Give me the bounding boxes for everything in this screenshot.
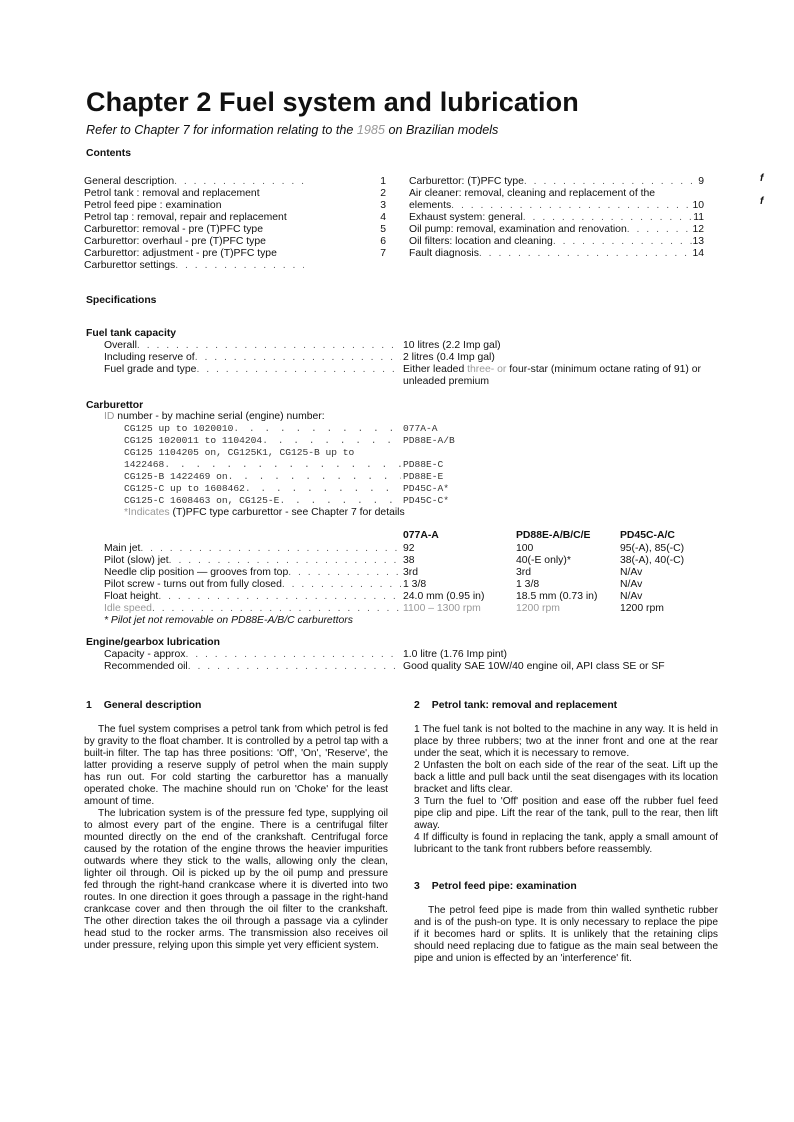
spec-label: Fuel grade and type	[104, 364, 197, 375]
spec-label: Including reserve of	[104, 352, 195, 363]
toc-num: 4	[380, 212, 386, 223]
column-header: 077A-A	[403, 530, 439, 541]
subtitle-year: 1985	[356, 123, 385, 137]
serial-row: CG125-B 1422469 on . . .	[124, 471, 401, 483]
toc-item[interactable]	[409, 188, 704, 200]
table-cell: 95(-A), 85(-C)	[620, 543, 685, 554]
carburettor-heading: Carburettor	[86, 400, 144, 411]
section-1-body	[84, 724, 388, 952]
chapter-subtitle	[86, 123, 498, 138]
dot-leader	[174, 176, 304, 188]
dot-leader	[451, 200, 692, 212]
toc-label: Carburettor: (T)PFC type	[409, 176, 524, 187]
paragraph: 3 Turn the fuel to 'Off' position and ease off the rubber fuel feed pipe clip and pipe. Lift the rear of the tank, pull to the rear, then lift away.	[414, 796, 718, 831]
toc-num: 5	[380, 224, 386, 235]
toc-item[interactable]	[84, 224, 304, 236]
dot-leader	[137, 340, 401, 352]
table-cell: 1200 rpm	[620, 603, 664, 614]
margin-mark: f	[760, 173, 764, 184]
paragraph: The lubrication system is of the pressure fed type, supplying oil to almost every part of the engine. There is a centrifugal filter mounted directly on the end of the crankshaft. Centrifugal force caused by the rotation of the engine throws the heavier impurities outwards where they stick to the walls, allowing only the clean, lighter oil through. Oil is picked up by the oil pump and pressure fed through the right-hand crankcase where it is diverted into two routes. In one direction it goes through a passage in the right-hand crankcase cover and then through the oil filter to the crankshaft. The other direction takes the oil through a passage via a cylinder head stud to the rocker arms. The transmission also receives oil under pressure, relying upon this simple yet very efficient system.	[84, 808, 388, 951]
serial-value: 077A-A	[403, 423, 438, 434]
dot-leader	[196, 364, 401, 376]
serial-value: PD88E-C	[403, 459, 444, 470]
margin-mark: f	[760, 196, 764, 207]
dot-leader	[553, 236, 693, 248]
chapter-title: Chapter 2 Fuel system and lubrication	[86, 87, 579, 117]
toc-label: Oil pump: removal, examination and renovation	[409, 224, 627, 235]
section-heading: 3 Petrol feed pipe: examination	[414, 881, 577, 892]
toc-label: Petrol tank : removal and replacement	[84, 188, 260, 199]
table-cell: 3rd	[403, 567, 419, 578]
toc-item[interactable]	[409, 224, 704, 236]
toc-label: Carburettor: overhaul - pre (T)PFC type	[84, 236, 266, 247]
spec-row	[104, 340, 401, 352]
spec-value: Either leaded three- or four-star (minimum octane rating of 91) or	[403, 364, 702, 375]
toc-num: 11	[693, 212, 704, 223]
toc-label: General description	[84, 176, 175, 187]
toc-label: Carburettor settings	[84, 260, 176, 271]
serial-row: CG125-C up to 1608462 . . .	[124, 483, 401, 495]
toc-label: Exhaust system: general	[409, 212, 523, 223]
toc-item[interactable]	[84, 200, 304, 212]
spec-row	[104, 352, 401, 364]
carb-note: *Indicates (T)PFC type carburettor - see Chapter 7 for details	[124, 507, 405, 518]
section-heading: 2 Petrol tank: removal and replacement	[414, 700, 618, 711]
section-heading: 1 General description	[86, 700, 202, 711]
dot-leader	[524, 176, 698, 188]
column-header: PD88E-A/B/C/E	[516, 530, 591, 541]
toc-label: Carburettor: adjustment - pre (T)PFC type	[84, 248, 277, 259]
table-footnote: * Pilot jet not removable on PD88E-A/B/C carburettors	[104, 615, 353, 626]
spec-value: 10 litres (2.2 Imp gal)	[403, 340, 501, 351]
table-cell: N/Av	[620, 591, 643, 602]
toc-num: 7	[380, 248, 386, 259]
specifications-heading: Specifications	[86, 295, 157, 306]
paragraph: 4 If difficulty is found in replacing the tank, apply a small amount of lubricant to the tank front rubbers before reassembly.	[414, 832, 718, 855]
table-row: Needle clip position — grooves from top . . .	[104, 567, 401, 579]
toc-label: elements	[409, 200, 452, 211]
table-cell: N/Av	[620, 567, 643, 578]
section-2-body	[414, 724, 718, 856]
toc-label: Air cleaner: removal, cleaning and replacement of the	[409, 188, 656, 199]
dot-leader	[627, 224, 693, 236]
toc-label: Fault diagnosis	[409, 248, 479, 259]
toc-item[interactable]	[84, 260, 304, 272]
table-row: Float height . . .	[104, 591, 401, 603]
table-row: Idle speed . . .	[104, 603, 401, 615]
table-cell: N/Av	[620, 579, 643, 590]
carb-id-line: ID number - by machine serial (engine) number:	[104, 411, 325, 422]
dot-leader	[175, 260, 304, 272]
toc-num: 13	[692, 236, 704, 247]
toc-item[interactable]	[84, 176, 304, 188]
toc-item[interactable]	[84, 188, 304, 200]
toc-item[interactable]	[84, 248, 304, 260]
toc-item[interactable]	[409, 212, 704, 224]
toc-label: Petrol feed pipe : examination	[84, 200, 222, 211]
toc-num: 10	[692, 200, 704, 211]
table-cell: 92	[403, 543, 415, 554]
subtitle-post: on Brazilian models	[384, 123, 499, 137]
toc-num: 14	[692, 248, 704, 259]
toc-item[interactable]	[84, 236, 304, 248]
settings-table	[104, 530, 724, 630]
toc-label: Oil filters: location and cleaning	[409, 236, 553, 247]
serial-row: CG125 1104205 on, CG125K1, CG125-B up to	[124, 447, 355, 458]
table-cell: 38	[403, 555, 415, 566]
toc-item[interactable]	[409, 248, 704, 260]
serial-row: 1422468 . . .	[124, 459, 401, 471]
subtitle-pre: Refer to Chapter 7 for information relating to the	[86, 123, 357, 137]
section-3-body	[414, 905, 718, 965]
table-cell: 18.5 mm (0.73 in)	[516, 591, 598, 602]
toc-item[interactable]	[409, 236, 704, 248]
dot-leader	[523, 212, 693, 224]
table-row: Pilot screw - turns out from fully closed . . .	[104, 579, 401, 591]
toc-num: 1	[380, 176, 386, 187]
dot-leader	[479, 248, 693, 260]
toc-label: Petrol tap : removal, repair and replacement	[84, 212, 287, 223]
fuel-tank-heading: Fuel tank capacity	[86, 328, 177, 339]
toc-num: 3	[380, 200, 386, 211]
paragraph: 1 The fuel tank is not bolted to the machine in any way. It is held in place by three rubbers; two at the inner front and one at the rear under the seat, which it is necessary to remove.	[414, 724, 718, 759]
serial-row: CG125 up to 1020010 . . .	[124, 423, 401, 435]
toc-item[interactable]	[84, 212, 304, 224]
spec-label: Overall	[104, 340, 137, 351]
spec-value-cont: unleaded premium	[403, 376, 490, 387]
serial-row: CG125-C 1608463 on, CG125-E . . .	[124, 495, 401, 507]
toc-label: Carburettor: removal - pre (T)PFC type	[84, 224, 263, 235]
serial-row: CG125 1020011 to 1104204 . . .	[124, 435, 401, 447]
spec-row: Capacity - approx . . .	[104, 649, 401, 661]
paragraph: 2 Unfasten the bolt on each side of the rear of the seat. Lift up the back a little and pull back until the seat disengages with its location bracket and lifts clear.	[414, 760, 718, 795]
column-header: PD45C-A/C	[620, 530, 675, 541]
table-cell: 1100 – 1300 rpm	[403, 603, 481, 614]
table-row: Main jet . . .	[104, 543, 401, 555]
toc-num: 6	[380, 236, 386, 247]
table-cell: 24.0 mm (0.95 in)	[403, 591, 485, 602]
table-cell: 38(-A), 40(-C)	[620, 555, 685, 566]
spec-value: 1.0 litre (1.76 Imp pint)	[403, 649, 507, 660]
paragraph: The petrol feed pipe is made from thin walled synthetic rubber and is of the push-on type. It is only necessary to replace the pipe if it becomes hard or splits. It is unlikely that the retaining clips should need replacing due to fatigue as the main seal between the pipe and union is effected by an 'interference' fit.	[414, 905, 718, 964]
dot-leader	[195, 352, 401, 364]
table-cell: 1200 rpm	[516, 603, 560, 614]
table-cell: 100	[516, 543, 534, 554]
contents-heading: Contents	[86, 148, 132, 159]
table-cell: 1 3/8	[516, 579, 540, 590]
serial-value: PD45C-C*	[403, 495, 450, 506]
toc-num: 9	[698, 176, 704, 187]
table-cell: 3rd	[516, 567, 532, 578]
spec-row: Recommended oil . . .	[104, 661, 401, 673]
spec-row	[104, 364, 401, 376]
serial-value: PD45C-A*	[403, 483, 450, 494]
toc-num: 2	[380, 188, 386, 199]
spec-value: Good quality SAE 10W/40 engine oil, API class SE or SF	[403, 661, 665, 672]
engine-lub-heading: Engine/gearbox lubrication	[86, 637, 220, 648]
table-row: Pilot (slow) jet . . .	[104, 555, 401, 567]
serial-value: PD88E-E	[403, 471, 444, 482]
table-cell: 1 3/8	[403, 579, 427, 590]
toc-num: 12	[692, 224, 704, 235]
toc-item[interactable]	[409, 176, 704, 188]
serial-value: PD88E-A/B	[403, 435, 455, 446]
paragraph: The fuel system comprises a petrol tank from which petrol is fed by gravity to the float chamber. It is controlled by a petrol tap with a built-in filter. The tap has three positions: 'Off', 'On', 'Reserve', the latter providing a reserve supply of petrol when the main supply has run out. For cold starting the carburettor has a manually operated choke. The machine should run on 'Choke' for the least amount of time.	[84, 724, 388, 807]
spec-value: 2 litres (0.4 Imp gal)	[403, 352, 495, 363]
table-cell: 40(-E only)*	[516, 555, 571, 566]
toc-item[interactable]	[409, 200, 704, 212]
